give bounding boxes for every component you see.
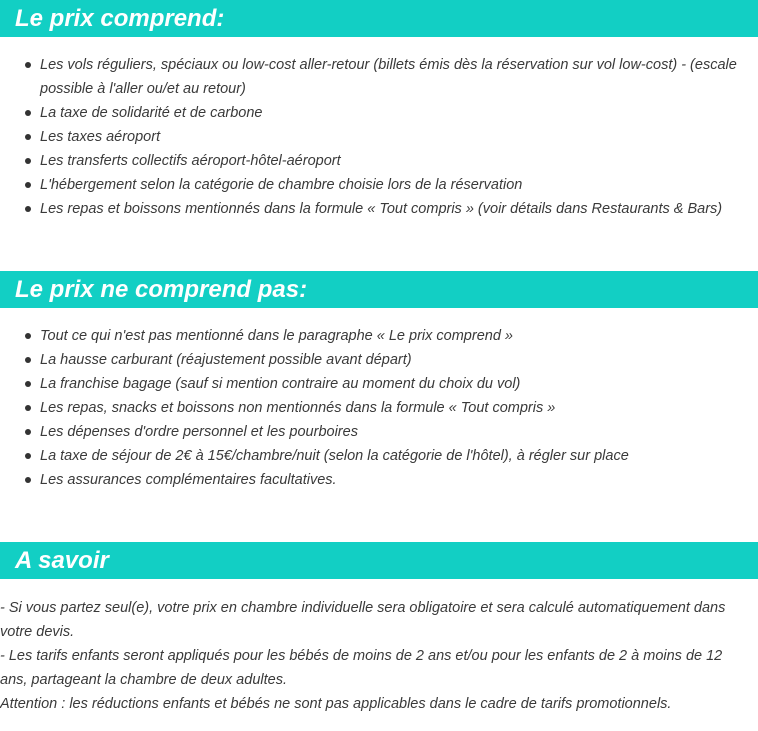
note-paragraph: - Si vous partez seul(e), votre prix en chambre individuelle sera obligatoire et sera calculé automatiquement dans votre devis. bbox=[0, 600, 726, 640]
list-item: La franchise bagage (sauf si mention contraire au moment du choix du vol) bbox=[0, 372, 740, 396]
list-item: L'hébergement selon la catégorie de chambre choisie lors de la réservation bbox=[0, 173, 740, 197]
list-item: Les repas et boissons mentionnés dans la formule « Tout compris » (voir détails dans Restaurants & Bars) bbox=[0, 197, 740, 221]
note-paragraph: Attention : les réductions enfants et bébés ne sont pas applicables dans le cadre de tarifs promotionnels. bbox=[0, 696, 672, 712]
section-header-not-included bbox=[0, 271, 758, 308]
bullet-icon bbox=[25, 62, 31, 68]
bullet-icon bbox=[25, 110, 31, 116]
list-item: La taxe de solidarité et de carbone bbox=[0, 101, 740, 125]
list-item: Les transferts collectifs aéroport-hôtel-aéroport bbox=[0, 149, 740, 173]
section-title-not-included: Le prix ne comprend pas: bbox=[15, 276, 308, 303]
bullet-icon bbox=[25, 429, 31, 435]
bullet-icon bbox=[25, 477, 31, 483]
section-title-included: Le prix comprend: bbox=[15, 5, 225, 32]
list-item: Les dépenses d'ordre personnel et les pourboires bbox=[0, 420, 740, 444]
list-item: Les taxes aéroport bbox=[0, 125, 740, 149]
section-header-good-to-know bbox=[0, 542, 758, 579]
bullet-icon bbox=[25, 381, 31, 387]
bullet-icon bbox=[25, 333, 31, 339]
list-item: La hausse carburant (réajustement possible avant départ) bbox=[0, 348, 740, 372]
not-included-list bbox=[0, 324, 740, 492]
bullet-icon bbox=[25, 134, 31, 140]
included-list bbox=[0, 53, 740, 221]
bullet-icon bbox=[25, 158, 31, 164]
section-header-included bbox=[0, 0, 758, 37]
bullet-icon bbox=[25, 405, 31, 411]
list-item: La taxe de séjour de 2€ à 15€/chambre/nuit (selon la catégorie de l'hôtel), à régler sur place bbox=[0, 444, 740, 468]
bullet-icon bbox=[25, 357, 31, 363]
list-item: Les repas, snacks et boissons non mentionnés dans la formule « Tout compris » bbox=[0, 396, 740, 420]
list-item: Les assurances complémentaires facultatives. bbox=[0, 468, 740, 492]
note-paragraph: - Les tarifs enfants seront appliqués pour les bébés de moins de 2 ans et/ou pour les enfants de 2 à moins de 12 ans, partageant la chambre de deux adultes. bbox=[0, 648, 723, 688]
section-title-good-to-know: A savoir bbox=[15, 547, 109, 574]
bullet-icon bbox=[25, 453, 31, 459]
list-item: Tout ce qui n'est pas mentionné dans le paragraphe « Le prix comprend » bbox=[0, 324, 740, 348]
bullet-icon bbox=[25, 206, 31, 212]
good-to-know-notes bbox=[0, 596, 752, 716]
bullet-icon bbox=[25, 182, 31, 188]
list-item: Les vols réguliers, spéciaux ou low-cost aller-retour (billets émis dès la réservation sur vol low-cost) - (escale possible à l'aller ou/et au retour) bbox=[0, 53, 740, 101]
